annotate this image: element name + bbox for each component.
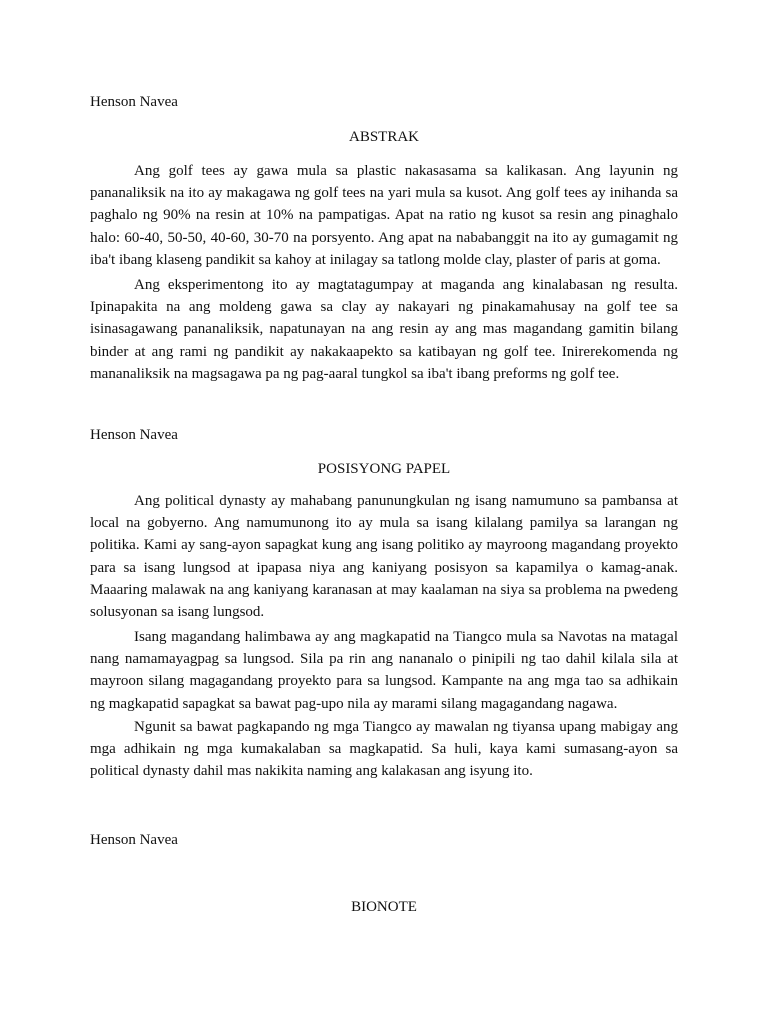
paragraph: Ang eksperimentong ito ay magtatagumpay at maganda ang kinalabasan ng resulta. Ipinapakita na ang moldeng gawa sa clay ay nakayari ng pinakamahusay na golf tee sa isinasagawang pananaliksik, napatunayan na ang resin ay ang mas magandang gamitin bilang binder at ang rami ng pandikit ay nakakaapekto sa katibayan ng golf tee. Inirerekomenda ng mananaliksik na magsagawa pa ng pag-aaral tungkol sa iba't ibang preforms ng golf tee. [90,277,678,382]
author-name: Henson Navea [90,427,178,443]
paragraph: Isang magandang halimbawa ay ang magkapatid na Tiangco mula sa Navotas na matagal nang namamayagpag sa lungsod. Sila pa rin ang nananalo o pinipili ng tao dahil kilala sila at mayroon silang magagandang proyekto para sa lungsod. Kampante na ang mga tao sa adhikain ng magkapatid sapagkat sa bawat pag-upo nila ay marami silang magagandang nagawa. [90,629,678,712]
section-title-bionote: BIONOTE [351,899,417,915]
paragraph: Ang political dynasty ay mahabang panunungkulan ng isang namumuno sa pambansa at local na gobyerno. Ang namumunong ito ay mula sa isang kilalang pamilya sa larangan ng politika. Kami ay sang-ayon sapagkat kung ang isang politiko ay mayroong magandang proyekto para sa isang lungsod at ipapasa niya ang kaniyang posisyon sa kapamilya o kamag-anak. Maaaring malawak na ang kaniyang karanasan at may kaalaman na siya sa problema na pwedeng solusyonan sa isang lungsod. [90,493,678,621]
author-name: Henson Navea [90,832,178,848]
paragraph: Ngunit sa bawat pagkapando ng mga Tiangco ay mawalan ng tiyansa upang mabigay ang mga adhikain ng mga kumakalaban sa magkapatid. Sa huli, kaya kami sumasang-ayon sa political dynasty dahil mas nakikita naming ang kalakasan ang isyung ito. [90,719,678,780]
section-title-posisyong-papel: POSISYONG PAPEL [317,461,451,477]
paragraph: Ang golf tees ay gawa mula sa plastic nakasasama sa kalikasan. Ang layunin ng pananaliksik na ito ay makagawa ng golf tees na yari mula sa kusot. Ang golf tees ay inihanda sa paghalo ng 90% na resin at 10% na pampatigas. Apat na ratio ng kusot sa resin ang pinaghalo halo: 60-40, 50-50, 40-60, 30-70 na porsyento. Ang apat na nababanggit na ito ay gumagamit ng iba't ibang klaseng pandikit sa kahoy at inilagay sa tatlong molde clay, plaster of paris at goma. [90,163,678,268]
author-name: Henson Navea [90,94,178,110]
section-title-abstrak: ABSTRAK [348,129,419,145]
